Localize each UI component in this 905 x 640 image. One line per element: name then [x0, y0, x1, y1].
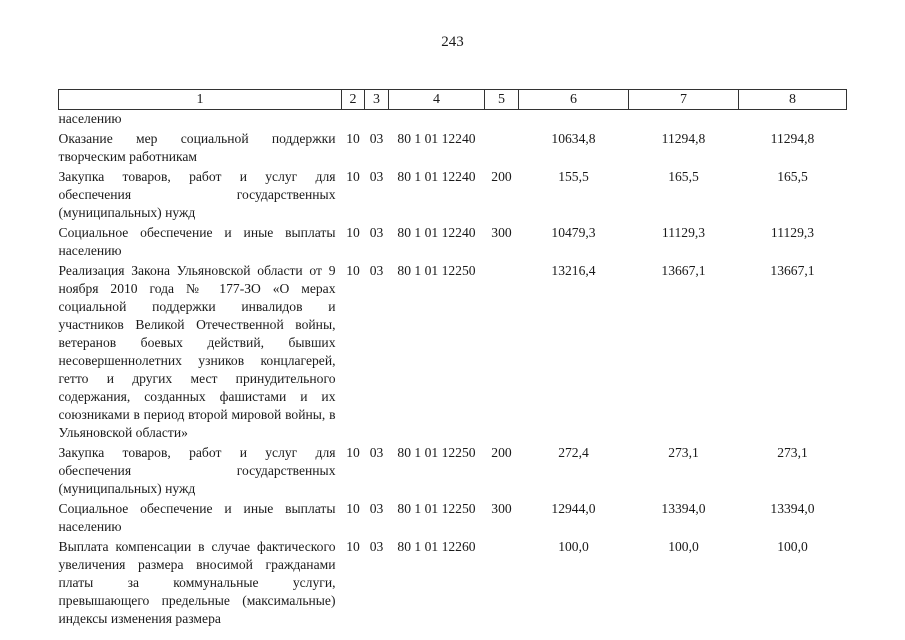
table-row [59, 498, 847, 536]
row-target-code: 80 1 01 12240 [397, 131, 476, 146]
row-name: Закупка товаров, работ и услуг для обеспечения государственных (муниципальных) нужд [58, 445, 336, 496]
table-row [59, 128, 847, 166]
table-row [59, 260, 847, 442]
column-header-3: 3 [365, 90, 389, 110]
table-row [59, 222, 847, 260]
row-amount-col8: 11294,8 [770, 131, 815, 146]
column-header-7: 7 [629, 90, 739, 110]
row-target-code: 80 1 01 12250 [397, 501, 476, 516]
row-section: 10 [346, 539, 360, 554]
row-target-code: 80 1 01 12240 [397, 169, 476, 184]
column-header-1: 1 [59, 90, 342, 110]
column-header-2: 2 [342, 90, 365, 110]
row-name: Социальное обеспечение и иные выплаты населению [58, 225, 336, 258]
row-target-code [389, 110, 485, 129]
row-subsection: 03 [369, 501, 384, 516]
row-amount-col7: 13667,1 [661, 263, 706, 278]
row-name: Реализация Закона Ульяновской области от 9 ноября 2010 года № 177-ЗО «О мерах социальной поддержки инвалидов и участников Великой Отечественной войны, ветеранов боевых действий, бывших несовершеннолетних узников концлагерей, гетто и других мест принудительного содержания, созданных фашистами и их союзниками в период второй мировой войны, в Ульяновской области» [58, 263, 336, 440]
row-amount-col7: 165,5 [668, 169, 699, 184]
row-amount-col7 [629, 110, 739, 129]
row-amount-col7: 11294,8 [661, 131, 706, 146]
row-amount-col8: 11129,3 [770, 225, 815, 240]
row-amount-col7: 11129,3 [661, 225, 706, 240]
row-name: Выплата компенсации в случае фактического увеличения размера вносимой гражданами платы за коммунальные услуги, превышающего предельные (максимальные) индексы изменения размера [58, 539, 336, 626]
table-row [59, 166, 847, 222]
column-header-6: 6 [519, 90, 629, 110]
row-subsection: 03 [369, 539, 384, 554]
row-amount-col6: 272,4 [558, 445, 589, 460]
row-section: 10 [346, 169, 360, 184]
row-amount-col7: 273,1 [668, 445, 699, 460]
row-amount-col6: 13216,4 [551, 263, 596, 278]
table-row [59, 442, 847, 498]
row-amount-col6: 12944,0 [551, 501, 596, 516]
table-row [59, 110, 847, 129]
row-subsection: 03 [369, 225, 384, 240]
row-amount-col8: 100,0 [777, 539, 808, 554]
page-number: 243 [441, 34, 464, 50]
row-target-code: 80 1 01 12260 [397, 539, 476, 554]
row-expense-type [485, 536, 519, 628]
row-amount-col8: 273,1 [777, 445, 808, 460]
row-target-code: 80 1 01 12250 [397, 445, 476, 460]
row-amount-col8: 165,5 [777, 169, 808, 184]
column-header-5: 5 [485, 90, 519, 110]
row-section: 10 [346, 131, 360, 146]
row-section [342, 110, 365, 129]
row-expense-type [485, 110, 519, 129]
row-amount-col6 [519, 110, 629, 129]
column-header-8: 8 [739, 90, 847, 110]
row-section: 10 [346, 501, 360, 516]
row-expense-type [485, 260, 519, 442]
row-expense-type [485, 128, 519, 166]
row-name: Закупка товаров, работ и услуг для обеспечения государственных (муниципальных) нужд [58, 169, 336, 220]
row-section: 10 [346, 263, 360, 278]
row-expense-type: 300 [491, 225, 512, 240]
row-amount-col6: 10479,3 [551, 225, 596, 240]
row-section: 10 [346, 445, 360, 460]
row-subsection: 03 [369, 131, 384, 146]
row-amount-col8: 13667,1 [770, 263, 815, 278]
row-subsection: 03 [369, 445, 384, 460]
budget-table [58, 89, 847, 628]
row-amount-col7: 13394,0 [661, 501, 706, 516]
row-subsection: 03 [369, 169, 384, 184]
row-expense-type: 300 [491, 501, 512, 516]
row-amount-col6: 155,5 [558, 169, 589, 184]
row-section: 10 [346, 225, 360, 240]
row-name: населению [58, 111, 122, 126]
column-number-header-row [59, 90, 847, 110]
row-amount-col8 [739, 110, 847, 129]
row-name: Социальное обеспечение и иные выплаты населению [58, 501, 336, 534]
column-header-4: 4 [389, 90, 485, 110]
row-amount-col7: 100,0 [668, 539, 699, 554]
row-amount-col6: 100,0 [558, 539, 589, 554]
row-target-code: 80 1 01 12240 [397, 225, 476, 240]
row-subsection [365, 110, 389, 129]
row-amount-col8: 13394,0 [770, 501, 815, 516]
row-name: Оказание мер социальной поддержки творческим работникам [58, 131, 336, 164]
row-subsection: 03 [369, 263, 384, 278]
row-amount-col6: 10634,8 [551, 131, 596, 146]
table-row [59, 536, 847, 628]
row-expense-type: 200 [491, 445, 512, 460]
row-expense-type: 200 [491, 169, 512, 184]
row-target-code: 80 1 01 12250 [397, 263, 476, 278]
